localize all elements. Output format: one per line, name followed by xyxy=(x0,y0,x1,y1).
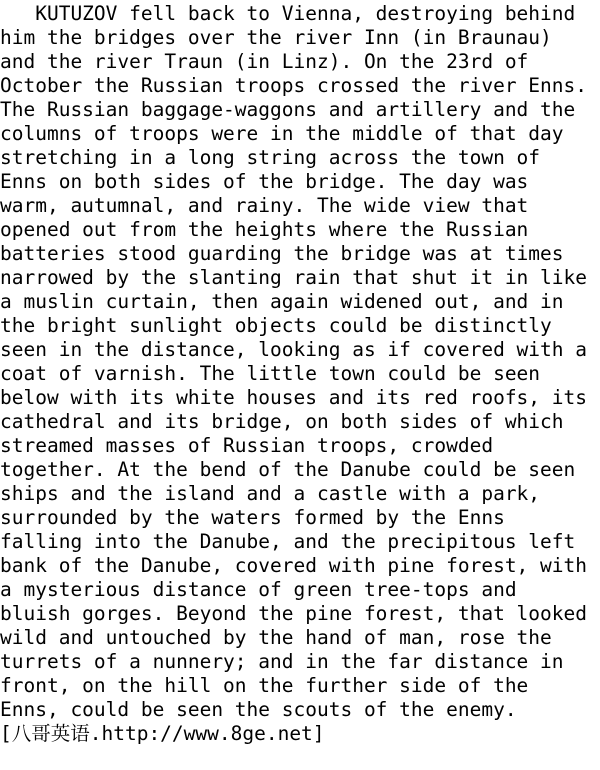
text-line: below with its white houses and its red roofs, its xyxy=(0,386,587,409)
text-line: batteries stood guarding the bridge was at times xyxy=(0,242,564,265)
text-line: together. At the bend of the Danube could be seen xyxy=(0,458,576,481)
text-line: Enns, could be seen the scouts of the enemy. xyxy=(0,698,517,721)
text-line: KUTUZOV fell back to Vienna, destroying behind xyxy=(0,2,576,25)
source-link[interactable]: [八哥英语.http://www.8ge.net] xyxy=(0,722,325,745)
text-line: surrounded by the waters formed by the Enns xyxy=(0,506,505,529)
text-line: bluish gorges. Beyond the pine forest, that looked xyxy=(0,602,587,625)
text-line: a muslin curtain, then again widened out, and in xyxy=(0,290,564,313)
text-line: coat of varnish. The little town could be seen xyxy=(0,362,541,385)
text-line: cathedral and its bridge, on both sides of which xyxy=(0,410,564,433)
text-line: October the Russian troops crossed the river Enns. xyxy=(0,74,587,97)
text-line: columns of troops were in the middle of that day xyxy=(0,122,564,145)
text-line: Enns on both sides of the bridge. The day was xyxy=(0,170,529,193)
text-line: seen in the distance, looking as if covered with a xyxy=(0,338,587,361)
text-line: narrowed by the slanting rain that shut it in like xyxy=(0,266,587,289)
text-line: ships and the island and a castle with a park, xyxy=(0,482,541,505)
text-line: falling into the Danube, and the precipitous left xyxy=(0,530,576,553)
text-line: him the bridges over the river Inn (in Braunau) xyxy=(0,26,552,49)
text-line: streamed masses of Russian troops, crowded xyxy=(0,434,494,457)
text-line: stretching in a long string across the town of xyxy=(0,146,541,169)
text-line: wild and untouched by the hand of man, rose the xyxy=(0,626,552,649)
text-line: the bright sunlight objects could be distinctly xyxy=(0,314,552,337)
text-line: warm, autumnal, and rainy. The wide view that xyxy=(0,194,529,217)
text-line: bank of the Danube, covered with pine forest, with xyxy=(0,554,587,577)
text-line: opened out from the heights where the Russian xyxy=(0,218,529,241)
text-body xyxy=(0,2,587,746)
text-line: turrets of a nunnery; and in the far distance in xyxy=(0,650,564,673)
text-line: The Russian baggage-waggons and artillery and the xyxy=(0,98,576,121)
text-line: a mysterious distance of green tree-tops and xyxy=(0,578,517,601)
text-line: front, on the hill on the further side of the xyxy=(0,674,529,697)
text-line: and the river Traun (in Linz). On the 23rd of xyxy=(0,50,529,73)
